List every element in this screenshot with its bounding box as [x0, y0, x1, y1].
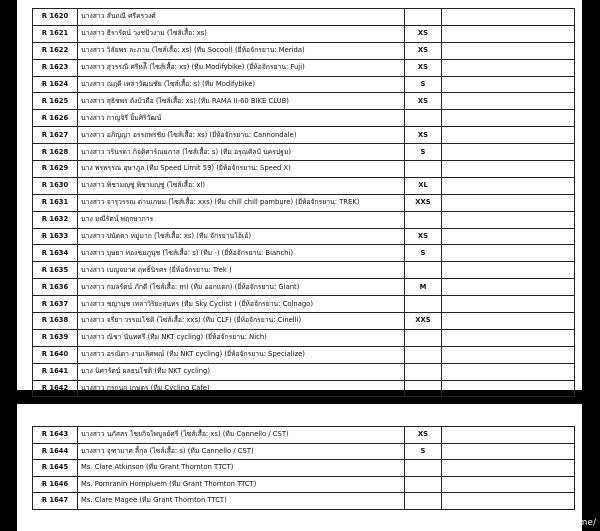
blank-cell: [442, 443, 575, 460]
blank-cell: [442, 42, 575, 59]
participant-code: R 1624: [33, 76, 78, 93]
table-row: [33, 460, 575, 477]
participant-code: R 1620: [33, 9, 78, 26]
participant-code: R 1638: [33, 313, 78, 330]
participant-name: นางสาว นภัสสร ไชยกิจไพบูลย์ศรี (ไซส์เสื้อ: xs) (ทีม Cannello / CST): [78, 427, 405, 444]
participant-code: R 1640: [33, 346, 78, 363]
participant-code: R 1645: [33, 460, 78, 477]
participant-name: นางสาว สุธิชพร ถังบัวถือ (ไซส์เสื้อ: xs) (ทีม RAMA II-60 BIKE CLUB): [78, 93, 405, 110]
blank-cell: [442, 427, 575, 444]
table-row: [33, 380, 575, 397]
participant-name: นาง นิศารัตน์ ผลธนโชติ (ทีม NKT cycling): [78, 363, 405, 380]
table-row: [33, 228, 575, 245]
table-row: [33, 313, 575, 330]
blank-cell: [442, 76, 575, 93]
blank-cell: [442, 161, 575, 178]
participant-code: R 1633: [33, 228, 78, 245]
shirt-size: XS: [405, 25, 442, 42]
shirt-size: XS: [405, 127, 442, 144]
participant-code: R 1643: [33, 427, 78, 444]
participant-name: นางสาว อภิญญา อรรถพรชัย (ไซส์เสื้อ: xs) (ยี่ห้อจักรยาน: Cannondale): [78, 127, 405, 144]
table-row: [33, 296, 575, 313]
participant-name: นางสาว อรณิดา งามเลิศพณ์ (ทีม NKT cycling) (ยี่ห้อจักรยาน: Specialize): [78, 346, 405, 363]
participant-name: Ms. Pornranin Hornpluem (ทีม Grant Thornton TTCT): [78, 476, 405, 493]
table-row: [33, 493, 575, 510]
table-row: [33, 262, 575, 279]
table-row: [33, 144, 575, 161]
blank-cell: [442, 476, 575, 493]
shirt-size: M: [405, 279, 442, 296]
participant-code: R 1634: [33, 245, 78, 262]
participant-code: R 1639: [33, 329, 78, 346]
participant-code: R 1621: [33, 25, 78, 42]
table-row: [33, 245, 575, 262]
table-row: [33, 211, 575, 228]
participant-name: นางสาว จุฑามาศ ลี้กุล (ไซส์เสื้อ: s) (ทีม Cannello / CST): [78, 443, 405, 460]
shirt-size: [405, 476, 442, 493]
participant-code: R 1646: [33, 476, 78, 493]
shirt-size: XS: [405, 59, 442, 76]
participant-code: R 1628: [33, 144, 78, 161]
participant-code: R 1636: [33, 279, 78, 296]
participant-name: นางสาว วรินรดา กิจติศาร์ณยภาส (ไซส์เสื้อ: s) (ทีม อรุณศิลป์ นครปฐม): [78, 144, 405, 161]
participant-name: นางสาว กาญจิรี ยิ้มศิริวัฒน์: [78, 110, 405, 127]
table-row: [33, 9, 575, 26]
blank-cell: [442, 245, 575, 262]
blank-cell: [442, 329, 575, 346]
shirt-size: XL: [405, 177, 442, 194]
blank-cell: [442, 177, 575, 194]
participant-name: นางสาว จรียา วรรณโชติ (ไซส์เสื้อ: xxs) (ทีม CLF) (ยี่ห้อจักรยาน: Cinelli): [78, 313, 405, 330]
shirt-size: [405, 329, 442, 346]
shirt-size: [405, 493, 442, 510]
shirt-size: XS: [405, 93, 442, 110]
blank-cell: [442, 380, 575, 397]
shirt-size: [405, 363, 442, 380]
participant-code: R 1641: [33, 363, 78, 380]
shirt-size: XS: [405, 228, 442, 245]
participant-name: นางสาว สันถณี ศรีครวงศ์: [78, 9, 405, 26]
participant-name: นางสาว เบญจมาศ ฤทธิ์นิรศร (ยี่ห้อจักรยาน: Trek ): [78, 262, 405, 279]
participant-name: นางสาว กรกนก เกษุตร (ทีม Cycling Cafe): [78, 380, 405, 397]
shirt-size: [405, 9, 442, 26]
participant-code: R 1635: [33, 262, 78, 279]
participant-code: R 1642: [33, 380, 78, 397]
participant-code: R 1625: [33, 93, 78, 110]
participant-table-2: [32, 426, 575, 510]
blank-cell: [442, 25, 575, 42]
participant-name: นางสาว ปนัดดา หมู่มาก (ไซส์เสื้อ: xs) (ทีม จักรยานโอ้เอ้): [78, 228, 405, 245]
table-row: [33, 59, 575, 76]
shirt-size: [405, 460, 442, 477]
participant-code: R 1627: [33, 127, 78, 144]
blank-cell: [442, 460, 575, 477]
participant-name: นางสาว ณฤดี เหล่าวัฒนชัย (ไซส์เสื้อ: s) (ทีม Modifybike): [78, 76, 405, 93]
shirt-size: S: [405, 76, 442, 93]
blank-cell: [442, 127, 575, 144]
participant-name: นางสาว ณิชา นันทศรี (ทีม NKT cycling) (ยี่ห้อจักรยาน: Nich): [78, 329, 405, 346]
document-page-2: [17, 404, 582, 531]
participant-code: R 1647: [33, 493, 78, 510]
shirt-size: [405, 161, 442, 178]
table-row: [33, 42, 575, 59]
table-row: [33, 476, 575, 493]
participant-code: R 1623: [33, 59, 78, 76]
blank-cell: [442, 211, 575, 228]
participant-code: R 1632: [33, 211, 78, 228]
shirt-size: [405, 262, 442, 279]
participant-name: นางสาว วิลัยพร ละภาม (ไซส์เสื้อ: xs) (ทีม Socool) (ยี่ห้อจักรยาน: Merida): [78, 42, 405, 59]
table-row: [33, 427, 575, 444]
blank-cell: [442, 262, 575, 279]
participant-name: นางสาว พิชามญุชู่ พิชามญุชู่ (ไซส์เสื้อ: xl): [78, 177, 405, 194]
participant-name: Ms. Clare Atkinson (ทีม Grant Thornton TTCT): [78, 460, 405, 477]
table-row: [33, 161, 575, 178]
table-row: [33, 443, 575, 460]
blank-cell: [442, 296, 575, 313]
participant-name: นางสาว กมลรัตน์ ภักดี (ไซส์เสื้อ: m) (ทีม ออกแตก) (ยี่ห้อจักรยาน: Giant): [78, 279, 405, 296]
shirt-size: XXS: [405, 313, 442, 330]
table-row: [33, 194, 575, 211]
blank-cell: [442, 279, 575, 296]
shirt-size: S: [405, 144, 442, 161]
shirt-size: [405, 380, 442, 397]
document-page-1: [17, 0, 582, 393]
participant-name: นางสาว สุวรรณี ศรีหล้ี (ไซส์เสื้อ: xs) (ทีม Modifybike) (ยี่ห้อจักรยาน: Fuji): [78, 59, 405, 76]
blank-cell: [442, 59, 575, 76]
participant-name: นาง พรพรรณ อุษาภูล (ทีม Speed Limit 59) (ยี่ห้อจักรยาน: Speed X): [78, 161, 405, 178]
participant-name: นางสาว ชญานุช เหล่าวิริยะสุนทร (ทีม Sky Cyclist ) (ยี่ห้อจักรยาน: Colnago): [78, 296, 405, 313]
table-row: [33, 110, 575, 127]
blank-cell: [442, 228, 575, 245]
table-row: [33, 25, 575, 42]
table-row: [33, 177, 575, 194]
blank-cell: [442, 93, 575, 110]
shirt-size: [405, 110, 442, 127]
blank-cell: [442, 194, 575, 211]
blank-cell: [442, 110, 575, 127]
shirt-size: S: [405, 443, 442, 460]
table-row: [33, 93, 575, 110]
participant-name: Ms. Clare Magee (ทีม Grant Thornton TTCT): [78, 493, 405, 510]
blank-cell: [442, 313, 575, 330]
participant-code: R 1630: [33, 177, 78, 194]
table-row: [33, 346, 575, 363]
shirt-size: XS: [405, 42, 442, 59]
participant-code: R 1622: [33, 42, 78, 59]
blank-cell: [442, 144, 575, 161]
shirt-size: S: [405, 245, 442, 262]
table-row: [33, 279, 575, 296]
participant-name: นางสาว บุษยา ทองชมภูนุช (ไซส์เสื้อ: s) (ทีม -) (ยี่ห้อจักรยาน: Bianchi): [78, 245, 405, 262]
blank-cell: [442, 493, 575, 510]
shirt-size: [405, 211, 442, 228]
shirt-size: XS: [405, 427, 442, 444]
participant-code: R 1631: [33, 194, 78, 211]
shirt-size: [405, 346, 442, 363]
participant-table-1: [32, 8, 575, 397]
blank-cell: [442, 9, 575, 26]
participant-code: R 1637: [33, 296, 78, 313]
watermark-text: [1080x922] http://upic.me/: [474, 518, 596, 528]
participant-name: นางสาว จารุวรรณ ด่านเกษม (ไซส์เสื้อ: xxs) (ทีม chill chill pambure) (ยี่ห้อจักรยาน: TREK): [78, 194, 405, 211]
blank-cell: [442, 346, 575, 363]
table-row: [33, 329, 575, 346]
table-row: [33, 127, 575, 144]
table-row: [33, 76, 575, 93]
blank-cell: [442, 363, 575, 380]
table-row: [33, 363, 575, 380]
shirt-size: [405, 296, 442, 313]
participant-name: นาง มณีรัตน์ พฤกษาการ: [78, 211, 405, 228]
participant-code: R 1629: [33, 161, 78, 178]
participant-name: นางสาว ธีรารัตน์ วงช่ปัวงาม (ไซส์เสื้อ: xs): [78, 25, 405, 42]
shirt-size: XXS: [405, 194, 442, 211]
participant-code: R 1644: [33, 443, 78, 460]
participant-code: R 1626: [33, 110, 78, 127]
